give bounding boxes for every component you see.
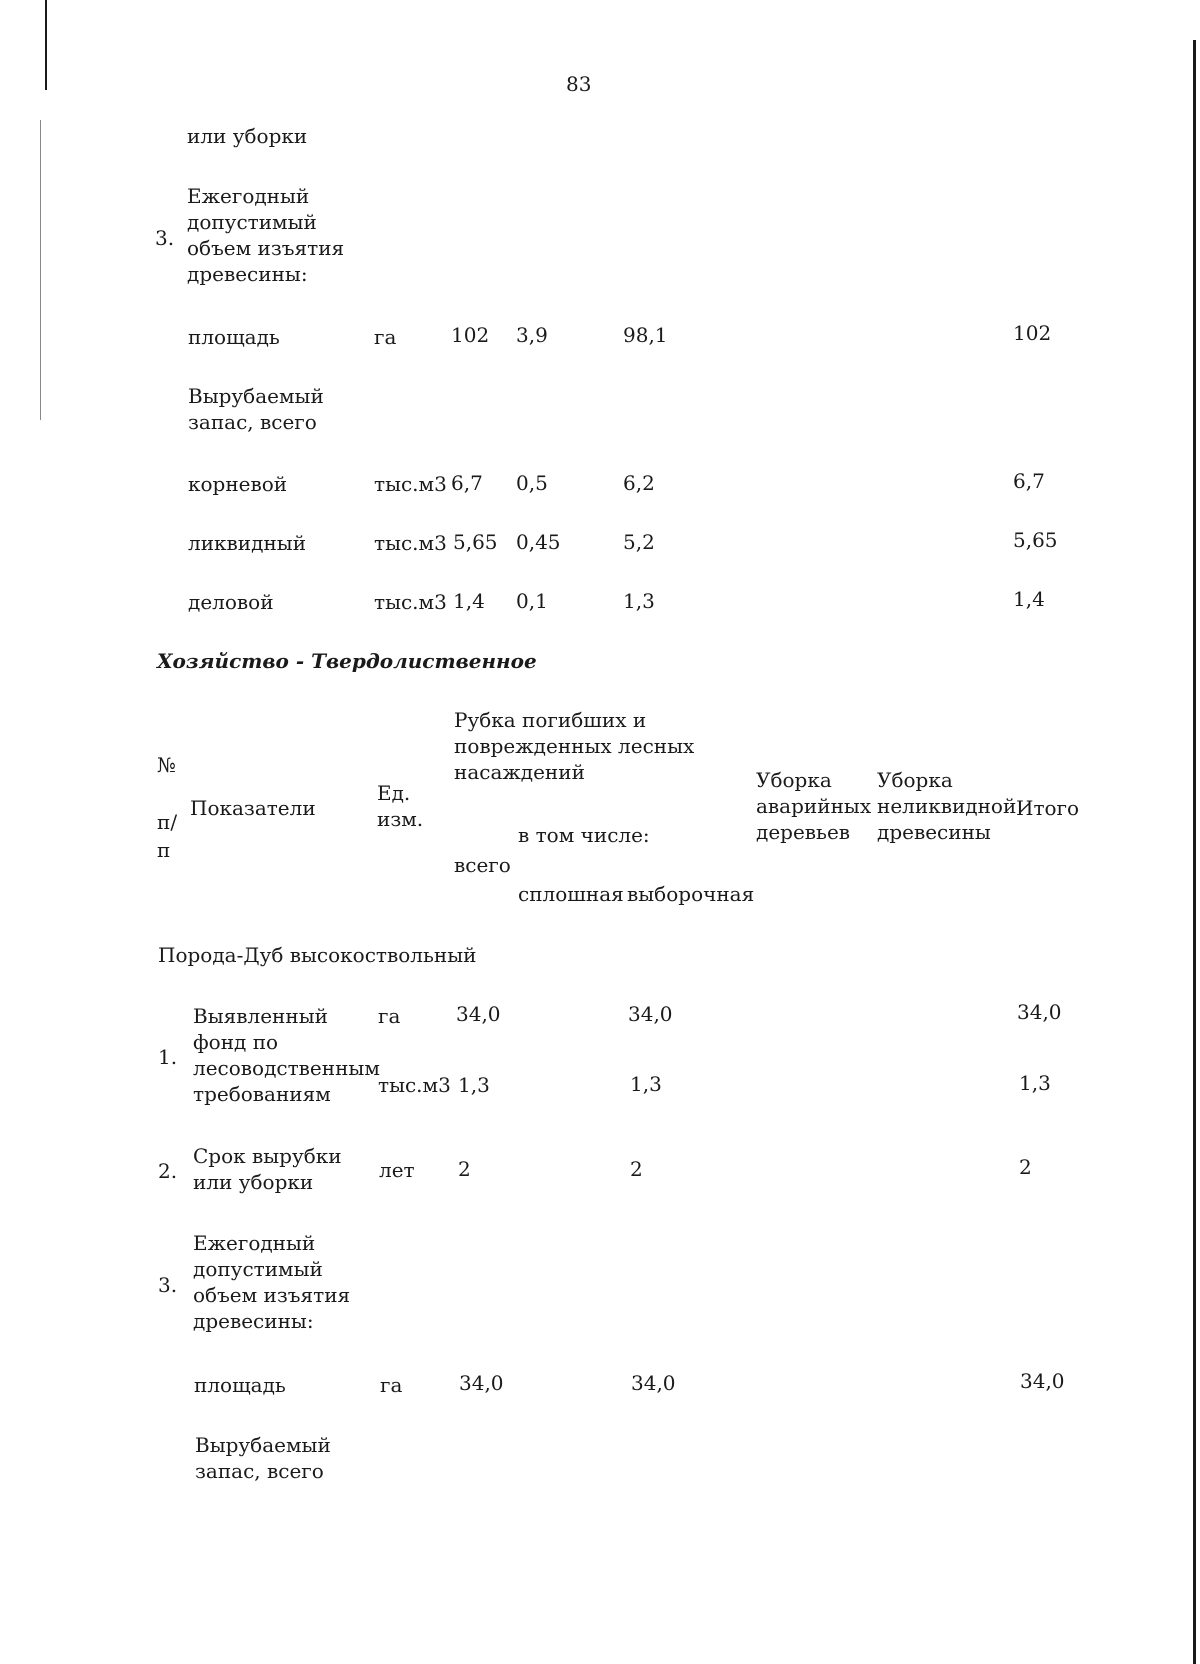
page-number: 83 [566,72,592,96]
right-scan-edge [1193,40,1196,1664]
s2-row1b-itogo: 1,3 [1019,1071,1051,1095]
s2-row2-number: 2. [158,1159,178,1183]
stock-label: Вырубаемый запас, всего [188,384,324,434]
area-sploshnaya: 3,9 [516,323,548,347]
s2-row1b-unit: тыс.м3 [378,1073,451,1097]
area-itogo: 102 [1013,321,1052,345]
s2-row2-label: Срок вырубки или уборки [193,1144,342,1194]
s2-row1a-unit: га [378,1004,401,1028]
s2-area-unit: га [380,1373,403,1397]
s2-area-vyborochnaya: 34,0 [631,1371,676,1395]
root-label: корневой [188,472,288,496]
liquid-total: 5,65 [453,530,498,554]
s2-row1-number: 1. [158,1045,178,1069]
area-unit: га [374,325,397,349]
s2-row2-itogo: 2 [1019,1155,1032,1179]
liquid-sploshnaya: 0,45 [516,530,561,554]
header-num-sign: № [157,753,176,777]
area-label: площадь [188,325,280,349]
liquid-unit: тыс.м3 [374,531,447,555]
root-total: 6,7 [451,471,483,495]
business-sploshnaya: 0,1 [516,589,548,613]
liquid-itogo: 5,65 [1013,528,1058,552]
row3-number: 3. [155,226,175,250]
s2-area-itogo: 34,0 [1020,1369,1065,1393]
s2-row1-label: Выявленный фонд по лесоводственным требованиям [193,1004,380,1106]
header-num-pp: п/ п [157,810,178,862]
root-unit: тыс.м3 [374,472,447,496]
root-itogo: 6,7 [1013,469,1045,493]
header-felling-group: Рубка погибших и поврежденных лесных насаждений [454,708,695,784]
s2-area-label: площадь [194,1373,286,1397]
s2-row1a-vyborochnaya: 34,0 [628,1002,673,1026]
header-total: всего [454,853,511,877]
header-itogo: Итого [1016,796,1080,820]
liquid-label: ликвидный [188,531,307,555]
business-vyborochnaya: 1,3 [623,589,655,613]
area-total: 102 [451,323,490,347]
left-scan-edge [45,0,47,90]
business-label: деловой [188,590,274,614]
header-including: в том числе: [518,823,650,847]
s2-stock-label: Вырубаемый запас, всего [195,1433,331,1483]
s2-row1a-itogo: 34,0 [1017,1000,1062,1024]
business-unit: тыс.м3 [374,590,447,614]
business-itogo: 1,4 [1013,587,1045,611]
header-emergency: Уборка аварийных деревьев [756,768,872,844]
row2-label-tail: или уборки [187,124,308,148]
business-total: 1,4 [453,589,485,613]
header-unit: Ед. изм. [377,781,424,831]
area-vyborochnaya: 98,1 [623,323,668,347]
left-scan-edge-faint [40,120,41,420]
s2-row3-label: Ежегодный допустимый объем изъятия древесины: [193,1231,351,1333]
s2-row2-vyborochnaya: 2 [630,1157,643,1181]
section-title: Хозяйство - Твердолиственное [157,649,537,673]
s2-row2-unit: лет [379,1158,415,1182]
root-vyborochnaya: 6,2 [623,471,655,495]
s2-row2-total: 2 [458,1157,471,1181]
row3-label: Ежегодный допустимый объем изъятия древесины: [187,184,345,286]
s2-area-total: 34,0 [459,1371,504,1395]
header-illiquid: Уборка неликвидной древесины [877,768,1017,844]
header-sploshnaya: сплошная [518,882,624,906]
root-sploshnaya: 0,5 [516,471,548,495]
s2-row1b-vyborochnaya: 1,3 [630,1072,662,1096]
species-label: Порода-Дуб высокоствольный [158,943,477,967]
s2-row1b-total: 1,3 [458,1073,490,1097]
s2-row1a-total: 34,0 [456,1002,501,1026]
s2-row3-number: 3. [158,1273,178,1297]
header-indicators: Показатели [190,796,316,820]
header-vyborochnaya: выборочная [627,882,755,906]
liquid-vyborochnaya: 5,2 [623,530,655,554]
